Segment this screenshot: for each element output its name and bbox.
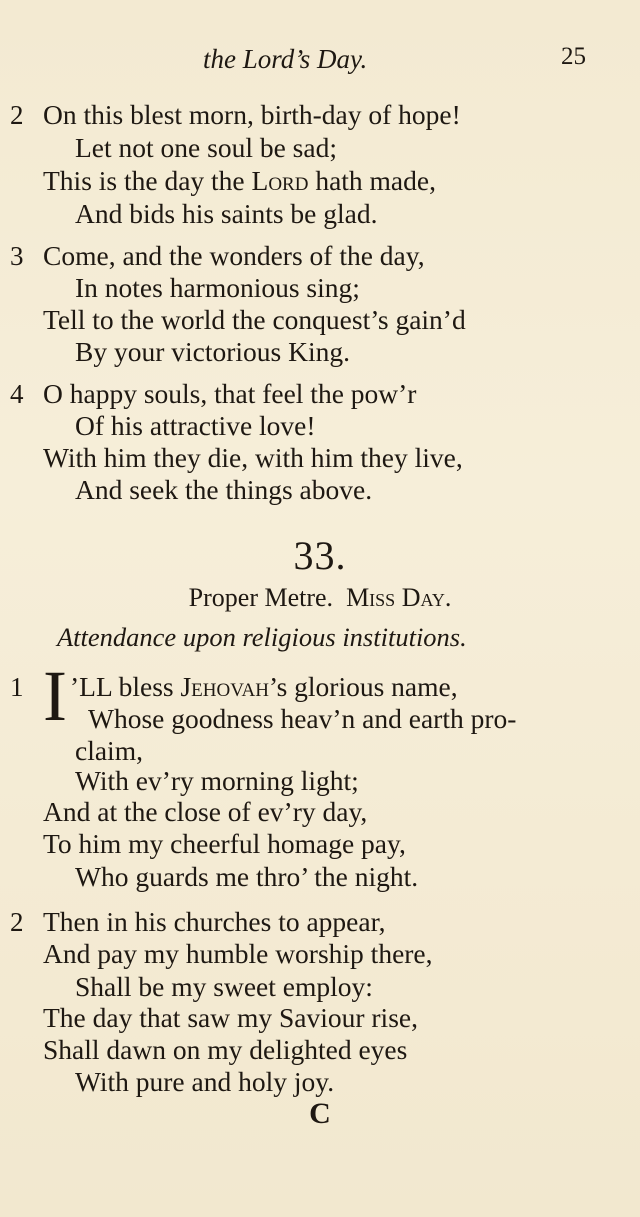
verse-line: With ev’ry morning light; [75,765,359,796]
verse-line: And pay my humble worship there, [43,938,433,969]
verse-line: With him they die, with him they live, [43,442,463,473]
verse-line: Of his attractive love! [75,410,316,441]
verse-line: Tell to the world the conquest’s gain’d [43,304,466,335]
page-number: 25 [561,43,586,70]
signature-mark: C [309,1097,331,1130]
verse-line: Let not one soul be sad; [75,132,337,163]
verse-line: To him my cheerful homage pay, [43,828,406,859]
verse-line: And at the close of ev’ry day, [43,796,368,827]
verse-line: Who guards me thro’ the night. [75,861,419,892]
hymn-meter: Proper Metre. [188,583,334,612]
verse-line: Then in his churches to appear, [43,906,386,937]
running-head-title: the Lord’s Day. [203,44,368,74]
verse-line: This is the day the Lord hath made, [43,165,436,196]
verse-line: With pure and holy joy. [75,1066,335,1097]
verse-line: And seek the things above. [75,474,373,505]
verse-line: Whose goodness heav’n and earth pro- [88,703,517,734]
verse-line: Shall dawn on my delighted eyes [43,1034,408,1065]
hymn-meter-author [0,583,640,613]
stanza-number: 4 [10,379,24,409]
divine-name-small-caps: Jehovah [180,671,269,702]
hymn-number: 33. [293,533,347,578]
hymn-subject: Attendance upon religious institutions. [57,622,467,652]
drop-cap: I [43,656,67,736]
verse-line: In notes harmonious sing; [75,272,360,303]
verse-line: O happy souls, that feel the pow’r [43,378,417,409]
verse-line: Shall be my sweet employ: [75,971,373,1002]
verse-line: And bids his saints be glad. [75,198,378,229]
verse-line: claim, [75,735,143,766]
verse-line: On this blest morn, birth-day of hope! [43,99,461,130]
verse-line: By your victorious King. [75,336,350,367]
stanza-number: 3 [10,241,24,271]
stanza-number: 1 [10,672,24,702]
hymn-author: Miss Day. [346,583,452,612]
stanza-number: 2 [10,100,24,130]
divine-name-small-caps: Lord [251,165,309,196]
verse-line: The day that saw my Saviour rise, [43,1002,418,1033]
verse-line: Come, and the wonders of the day, [43,240,425,271]
verse-line: ’LL bless Jehovah’s glorious name, [70,671,458,702]
stanza-number: 2 [10,907,24,937]
